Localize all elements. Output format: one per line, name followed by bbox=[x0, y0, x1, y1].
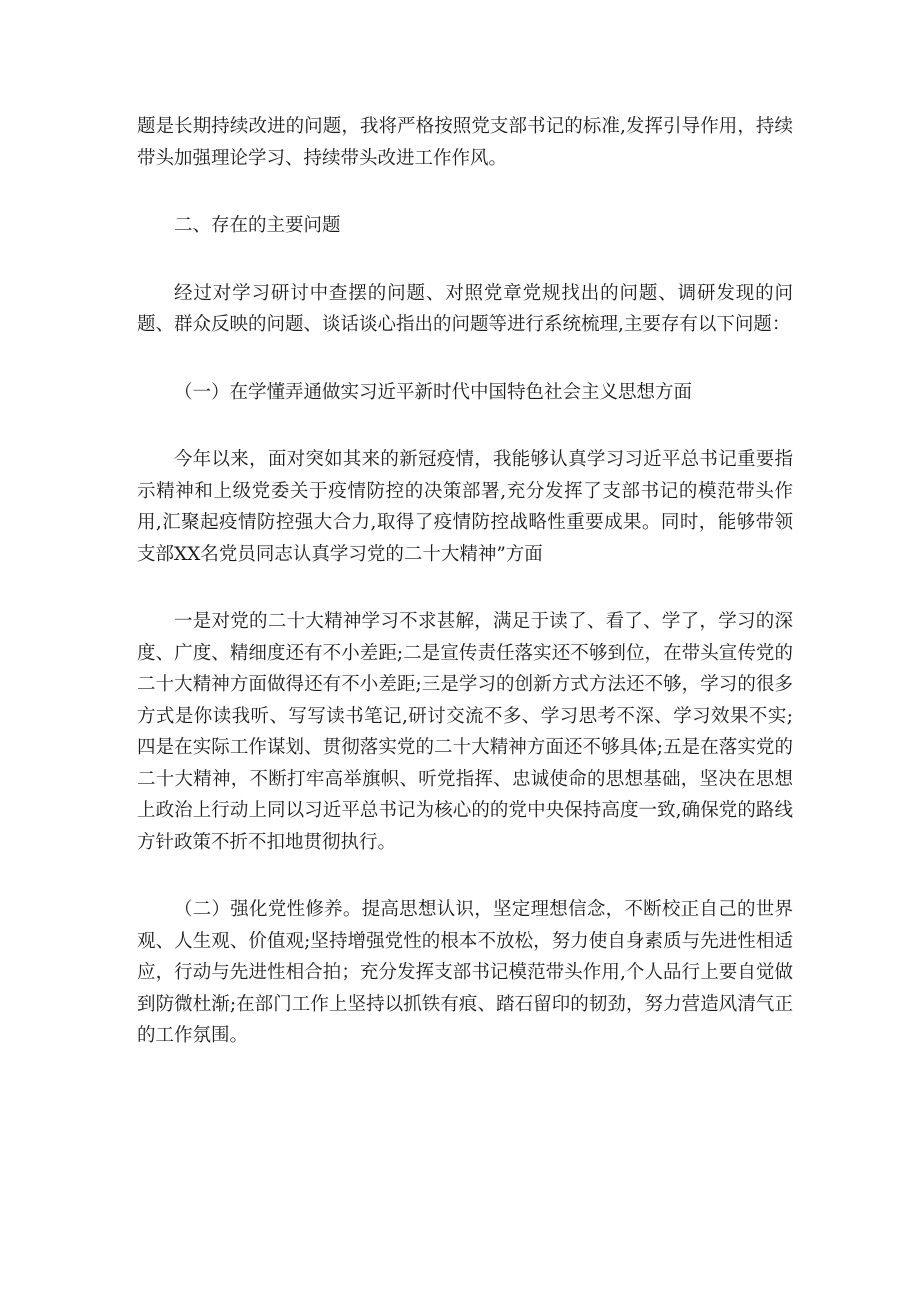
sub-heading: （一）在学懂弄通做实习近平新时代中国特色社会主义思想方面 bbox=[174, 381, 693, 403]
section-heading: 二、存在的主要问题 bbox=[174, 215, 341, 236]
paragraph-body: 一是对党的二十大精神学习不求甚解，满足于读了、看了、学了，学习的深度、广度、精细度还有不小差距;二是宣传责任落实还不够到位，在带头宣传党的二十大精神方面做得还有不小差距;三是学习的创新方式方法还不够，学习的很多方式是你读我听、写写读书笔记,研讨交流不多、学习思考不深、学习效果不实;四是在实际工作谋划、贯彻落实党的二十大精神方面还不够具体;五是在落实党的二十大精神，不断打牢高举旗帜、听党指挥、忠诚使命的思想基础，坚决在思想上政治上行动上同以习近平总书记为核心的的党中央保持高度一致,确保党的路线方针政策不折不扣地贯彻执行。 bbox=[137, 611, 793, 853]
paragraph-body: 今年以来，面对突如其来的新冠疫情，我能够认真学习习近平总书记重要指示精神和上级党委关于疫情防控的决策部署,充分发挥了支部书记的模范带头作用,汇聚起疫情防控强大合力,取得了疫情防控战略性重要成果。同时，能够带领支部XX名党员同志认真学习党的二十大精神”方面 bbox=[137, 449, 793, 565]
document-body bbox=[137, 111, 793, 1088]
paragraph-continued: 题是长期持续改进的问题，我将严格按照党支部书记的标准,发挥引导作用，持续带头加强理论学习、持续带头改进工作作风。 bbox=[137, 116, 793, 169]
paragraph-body: 经过对学习研讨中查摆的问题、对照党章党规找出的问题、调研发现的问题、群众反映的问题、谈话谈心指出的问题等进行系统梳理,主要存有以下问题： bbox=[137, 282, 793, 335]
paragraph-body: （二）强化党性修养。提高思想认识，坚定理想信念，不断校正自己的世界观、人生观、价值观;坚持增强党性的根本不放松，努力使自身素质与先进性相适应，行动与先进性相合拍；充分发挥支部书记模范带头作用,个人品行上要自觉做到防微杜渐;在部门工作上坚持以抓铁有痕、踏石留印的韧劲，努力营造风清气正的工作氛围。 bbox=[137, 899, 793, 1046]
